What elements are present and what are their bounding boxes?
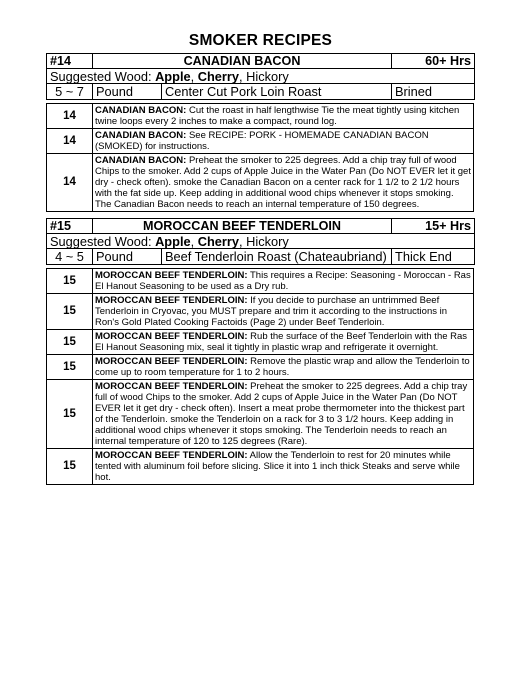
recipe-steps: [46, 103, 474, 212]
step-number: 15: [47, 355, 93, 380]
recipe-prep: Brined: [392, 84, 475, 100]
step-text: MOROCCAN BEEF TENDERLOIN: Rub the surface of the Beef Tenderloin with the Ras El Hanout Seasoning mix, seal it tightly in plastic wrap and refrigerate it overnight.: [93, 330, 474, 355]
step-number: 15: [47, 449, 93, 485]
step-row: [47, 129, 474, 154]
step-text: MOROCCAN BEEF TENDERLOIN: Allow the Tenderloin to rest for 20 minutes while tented with aluminum foil before slicing. Slice it into 1 inch thick Steaks and serve while hot.: [93, 449, 474, 485]
step-number: 15: [47, 269, 93, 294]
recipe-header: [46, 53, 475, 100]
recipe-time: 15+ Hrs: [392, 219, 475, 234]
step-row: [47, 269, 474, 294]
step-number: 14: [47, 129, 93, 154]
step-text: CANADIAN BACON: Cut the roast in half lengthwise Tie the meat tightly using kitchen twine loops every 2 inches to make a compact, round log.: [93, 104, 474, 129]
recipe-time: 60+ Hrs: [392, 54, 475, 69]
step-number: 14: [47, 104, 93, 129]
recipe-quantity: 4 ~ 5: [47, 249, 93, 265]
step-text: CANADIAN BACON: See RECIPE: PORK - HOMEMADE CANADIAN BACON (SMOKED) for instructions.: [93, 129, 474, 154]
step-number: 14: [47, 154, 93, 212]
suggested-wood: Suggested Wood: Apple, Cherry, Hickory: [47, 234, 475, 249]
step-text: MOROCCAN BEEF TENDERLOIN: Remove the plastic wrap and allow the Tenderloin to come up to room temperature for 1 to 2 hours.: [93, 355, 474, 380]
step-number: 15: [47, 294, 93, 330]
recipe-15: [46, 218, 474, 485]
step-text: MOROCCAN BEEF TENDERLOIN: This requires a Recipe: Seasoning - Moroccan - Ras El Hanout Seasoning to be used as a Dry rub.: [93, 269, 474, 294]
recipe-header: [46, 218, 475, 265]
step-row: [47, 355, 474, 380]
recipe-steps: [46, 268, 474, 485]
step-text: MOROCCAN BEEF TENDERLOIN: Preheat the smoker to 225 degrees. Add a chip tray full of wood Chips to the smoker. Add 2 cups of Apple Juice in the Water Pan (Do NOT EVER let it get dry - check often). Insert a meat probe thermometer into the thickest part of the Tenderloin. smoke the Tenderloin on a rack for 3 to 3 1/2 hours. Keep adding in additional wood chips whenever it stops smoking. The Tenderloin needs to reach an internal temperature of 120 to 125 degrees (Rare).: [93, 380, 474, 449]
step-text: MOROCCAN BEEF TENDERLOIN: If you decide to purchase an untrimmed Beef Tenderloin in Cryovac, you MUST prepare and trim it according to the instructions in Ron's Gold Plated Cooking Factoids (Page 2) under Beef Tenderloin.: [93, 294, 474, 330]
step-text: CANADIAN BACON: Preheat the smoker to 225 degrees. Add a chip tray full of wood Chips to the smoker. Add 2 cups of Apple Juice in the Water Pan (Do NOT EVER let it get dry - check often). smoke the Canadian Bacon on a center rack for 1 1/2 to 2 1/2 hours with the fat side up. Keep adding in additional wood chips whenever it stops smoking. The Canadian Bacon needs to reach an internal temperature of 150 degrees.: [93, 154, 474, 212]
suggested-wood: Suggested Wood: Apple, Cherry, Hickory: [47, 69, 475, 84]
page-title: SMOKER RECIPES: [188, 32, 333, 49]
step-row: [47, 104, 474, 129]
recipe-name: CANADIAN BACON: [93, 54, 392, 69]
step-row: [47, 330, 474, 355]
recipe-unit: Pound: [93, 249, 162, 265]
step-number: 15: [47, 330, 93, 355]
recipe-14: [46, 53, 474, 212]
recipe-cut: Beef Tenderloin Roast (Chateaubriand): [162, 249, 392, 265]
recipe-quantity: 5 ~ 7: [47, 84, 93, 100]
step-row: [47, 380, 474, 449]
step-number: 15: [47, 380, 93, 449]
recipe-number: #14: [47, 54, 93, 69]
recipe-prep: Thick End: [392, 249, 475, 265]
recipe-cut: Center Cut Pork Loin Roast: [162, 84, 392, 100]
recipe-unit: Pound: [93, 84, 162, 100]
step-row: [47, 154, 474, 212]
recipe-name: MOROCCAN BEEF TENDERLOIN: [93, 219, 392, 234]
recipe-number: #15: [47, 219, 93, 234]
step-row: [47, 449, 474, 485]
step-row: [47, 294, 474, 330]
